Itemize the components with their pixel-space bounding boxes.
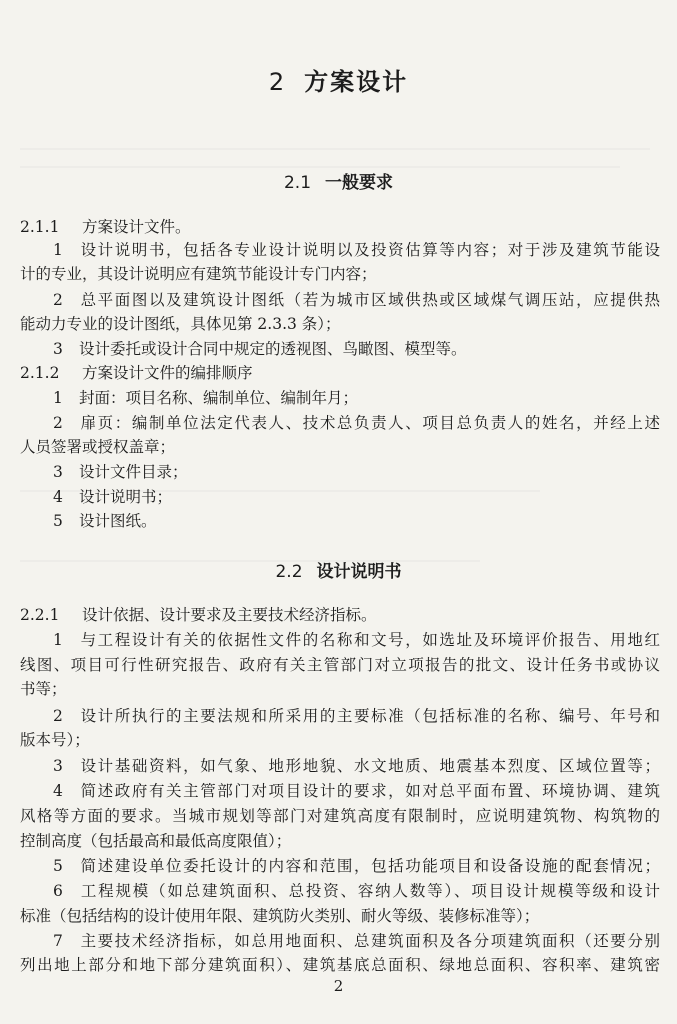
item-number: 4 [53,488,63,506]
item-line [53,511,660,531]
section-heading-text: 设计说明书 [316,562,402,582]
item-continuation: 控制高度（包括最高和最低高度限值）； [20,832,292,850]
item-text: 设计图纸。 [79,512,157,530]
item-number: 3 [53,340,63,358]
item-text: 简述建设单位委托设计的内容和范围，包括功能项目和设备设施的配套情况； [79,857,660,875]
item-number: 2 [53,414,63,432]
item-number: 1 [53,389,63,407]
item-number: 1 [53,241,63,259]
item-line [53,487,660,507]
page-number: 2 [333,977,344,995]
clause-number: 2.1.2 [20,364,60,382]
item-number: 6 [53,882,63,900]
item-continuation: 人员签署或授权盖章； [20,438,176,456]
item-text: 封面：项目名称、编制单位、编制年月； [79,389,359,407]
item-continuation: 能动力专业的设计图纸，具体见第 2.3.3 条）； [20,315,341,333]
item-number: 4 [53,782,63,800]
item-continuation: 线图、项目可行性研究报告、政府有关主管部门对立项报告的批文、设计任务书或协议 [20,656,660,674]
item-line [53,290,660,310]
item-text: 工程规模（如总建筑面积、总投资、容纳人数等）、项目设计规模等级和设计 [79,882,660,900]
item-line [53,413,660,433]
clause-line [20,363,660,383]
item-line [53,781,660,801]
item-number: 1 [53,631,63,649]
section-number: 2.1 [283,173,312,193]
item-continuation: 风格等方面的要求。当城市规划等部门对建筑高度有限制时，应说明建筑物、构筑物的 [20,807,660,825]
item-number: 2 [53,291,63,309]
item-continuation: 版本号）； [20,731,90,749]
item-line [53,856,660,876]
item-line [53,756,660,776]
item-text: 总平面图以及建筑设计图纸（若为城市区域供热或区域煤气调压站，应提供热 [79,291,660,309]
item-number: 5 [53,512,63,530]
bleed-through-mark [20,148,650,150]
item-continuation: 标准（包括结构的设计使用年限、建筑防火类别、耐火等级、装修标准等）； [20,907,540,925]
item-number: 5 [53,857,63,875]
item-text: 扉页：编制单位法定代表人、技术总负责人、项目总负责人的姓名，并经上述 [79,414,660,432]
section-heading-text: 一般要求 [325,173,394,193]
chapter-number: 2 [268,68,287,96]
item-text: 设计委托或设计合同中规定的透视图、鸟瞰图、模型等。 [79,340,467,358]
item-number: 7 [53,932,63,950]
item-text: 设计文件目录； [79,463,188,481]
section-heading [0,168,677,193]
item-line [53,388,660,408]
item-line [53,630,660,650]
clause-text: 设计依据、设计要求及主要技术经济指标。 [82,606,377,624]
item-line [53,931,660,951]
item-line [53,462,660,482]
item-continuation: 计的专业，其设计说明应有建筑节能设计专门内容； [20,265,377,283]
section-number: 2.2 [275,562,303,582]
item-text: 与工程设计有关的依据性文件的名称和文号，如选址及环境评价报告、用地红 [79,631,660,649]
clause-line [20,217,660,237]
item-text: 设计基础资料，如气象、地形地貌、水文地质、地震基本烈度、区域位置等； [79,757,660,775]
clause-line [20,605,660,625]
item-line [53,339,660,359]
clause-number: 2.1.1 [20,218,60,236]
clause-text: 方案设计文件。 [82,218,191,236]
item-text: 设计说明书，包括各专业设计说明以及投资估算等内容；对于涉及建筑节能设 [79,241,660,259]
item-text: 设计说明书； [79,488,173,506]
item-text: 主要技术经济指标，如总用地面积、总建筑面积及各分项建筑面积（还要分别 [79,932,660,950]
clause-text: 方案设计文件的编排顺序 [82,364,253,382]
item-line [53,881,660,901]
item-text: 设计所执行的主要法规和所采用的主要标准（包括标准的名称、编号、年号和 [79,707,660,725]
item-continuation: 书等； [20,680,67,698]
item-number: 3 [53,757,63,775]
item-line [53,706,660,726]
item-line [53,240,660,260]
chapter-title-text: 方案设计 [304,68,409,96]
item-continuation: 列出地上部分和地下部分建筑面积）、建筑基底总面积、绿地总面积、容积率、建筑密 [20,956,660,974]
clause-number: 2.2.1 [20,606,60,624]
section-heading [0,557,677,582]
chapter-title [0,62,677,97]
item-number: 3 [53,463,63,481]
item-text: 简述政府有关主管部门对项目设计的要求，如对总平面布置、环境协调、建筑 [79,782,660,800]
item-number: 2 [53,707,63,725]
